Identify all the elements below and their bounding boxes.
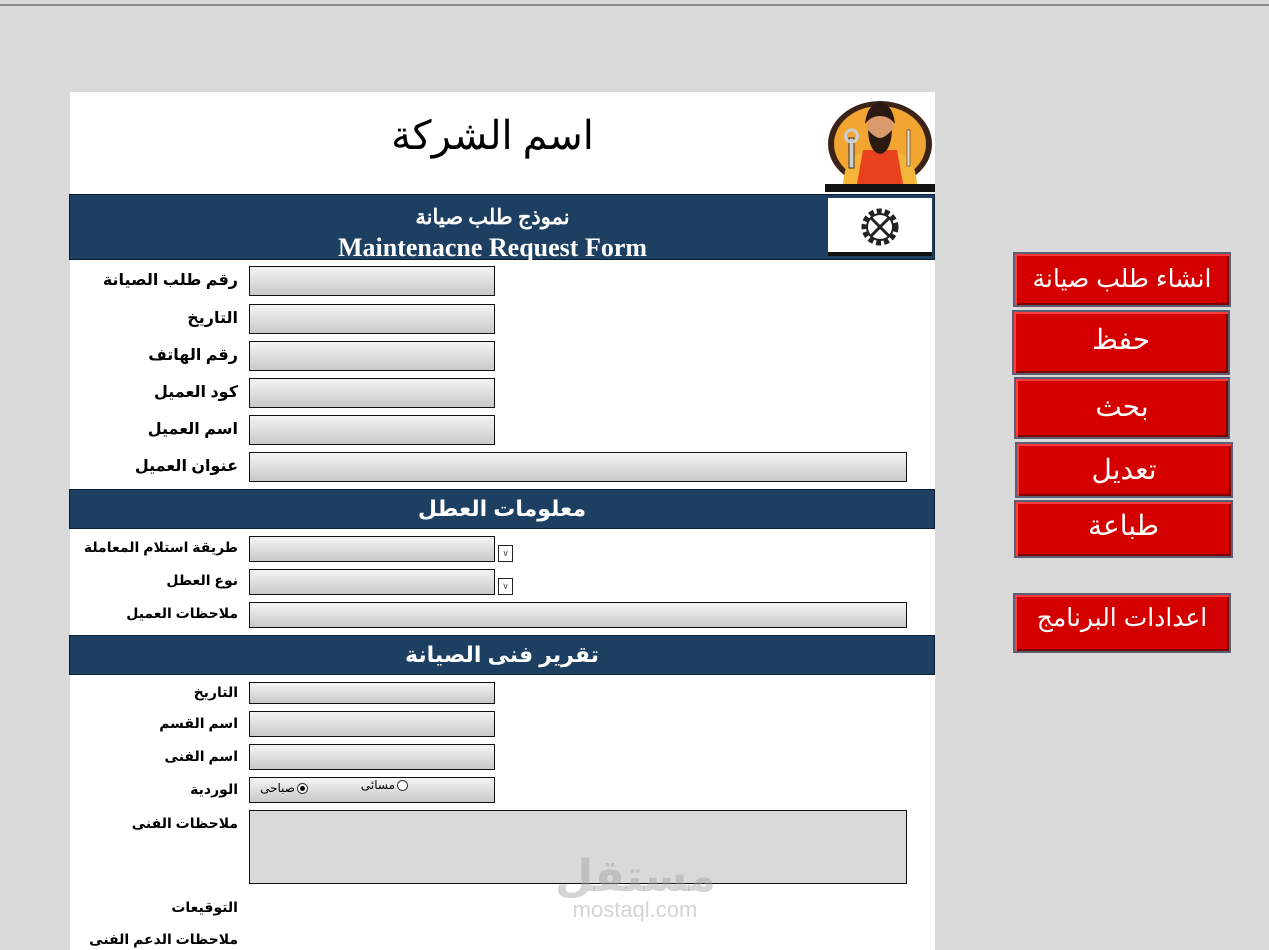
label-support-notes: ملاحظات الدعم الفنى	[89, 931, 238, 947]
fault-type-chevron-down-icon[interactable]: ∨	[498, 578, 513, 595]
radio-morning[interactable]	[297, 783, 308, 794]
label-signatures: التوقيعات	[171, 899, 238, 915]
shift-radio-group	[249, 777, 495, 803]
label-request-number: رقم طلب الصيانة	[102, 272, 238, 289]
label-department: اسم القسم	[159, 715, 238, 731]
save-button[interactable]: حفظ	[1012, 310, 1230, 375]
label-fault-type: نوع العطل	[166, 572, 238, 588]
label-customer-address: عنوان العميل	[134, 458, 238, 475]
date-field[interactable]	[249, 304, 495, 334]
technician-name-field[interactable]	[249, 744, 495, 770]
watermark	[555, 852, 716, 922]
radio-evening[interactable]	[397, 780, 408, 791]
request-number-field[interactable]	[249, 266, 495, 296]
watermark-arabic: مستقل	[555, 852, 716, 901]
search-button[interactable]: بحث	[1014, 377, 1230, 439]
label-customer-code: كود العميل	[153, 384, 238, 401]
tech-date-field[interactable]	[249, 682, 495, 704]
print-button[interactable]: طباعة	[1014, 500, 1233, 558]
form-title-english: Maintenacne Request Form	[337, 233, 648, 262]
shift-evening-label: مسائى	[360, 778, 395, 792]
shift-option-morning[interactable]	[260, 781, 308, 795]
watermark-english: mostaql.com	[572, 897, 698, 922]
create-request-button[interactable]: انشاء طلب صيانة	[1013, 252, 1231, 307]
label-phone: رقم الهاتف	[148, 347, 238, 364]
customer-notes-field[interactable]	[249, 602, 907, 628]
label-customer-name: اسم العميل	[147, 421, 238, 438]
fault-info-header: معلومات العطل	[69, 489, 935, 529]
edit-button[interactable]: تعديل	[1015, 442, 1233, 498]
label-receipt-method: طريقة استلام المعاملة	[83, 539, 238, 555]
label-customer-notes: ملاحظات العميل	[126, 605, 238, 621]
label-tech-date: التاريخ	[193, 684, 238, 700]
company-name-title: اسم الشركة	[391, 113, 594, 158]
form-title-arabic: نموذج طلب صيانة	[415, 205, 570, 229]
label-tech-notes: ملاحظات الفنى	[131, 815, 238, 831]
department-field[interactable]	[249, 711, 495, 737]
fault-type-dropdown[interactable]	[249, 569, 495, 595]
label-shift: الوردية	[190, 781, 238, 797]
window-top-border	[0, 4, 1269, 6]
maintenance-form-sheet	[70, 92, 935, 950]
receipt-method-chevron-down-icon[interactable]: ∨	[498, 545, 513, 562]
gear-tools-icon	[828, 198, 932, 256]
tech-report-header: تقرير فنى الصيانة	[69, 635, 935, 675]
receipt-method-dropdown[interactable]	[249, 536, 495, 562]
label-technician-name: اسم الفنى	[164, 748, 238, 764]
program-settings-button[interactable]: اعدادات البرنامج	[1013, 593, 1231, 653]
customer-address-field[interactable]	[249, 452, 907, 482]
customer-code-field[interactable]	[249, 378, 495, 408]
form-title-band	[69, 194, 935, 260]
customer-name-field[interactable]	[249, 415, 495, 445]
shift-option-evening[interactable]	[361, 778, 408, 792]
mechanic-logo-icon	[825, 94, 935, 192]
shift-morning-label: صباحى	[260, 781, 295, 795]
label-date: التاريخ	[187, 310, 238, 327]
phone-field[interactable]	[249, 341, 495, 371]
